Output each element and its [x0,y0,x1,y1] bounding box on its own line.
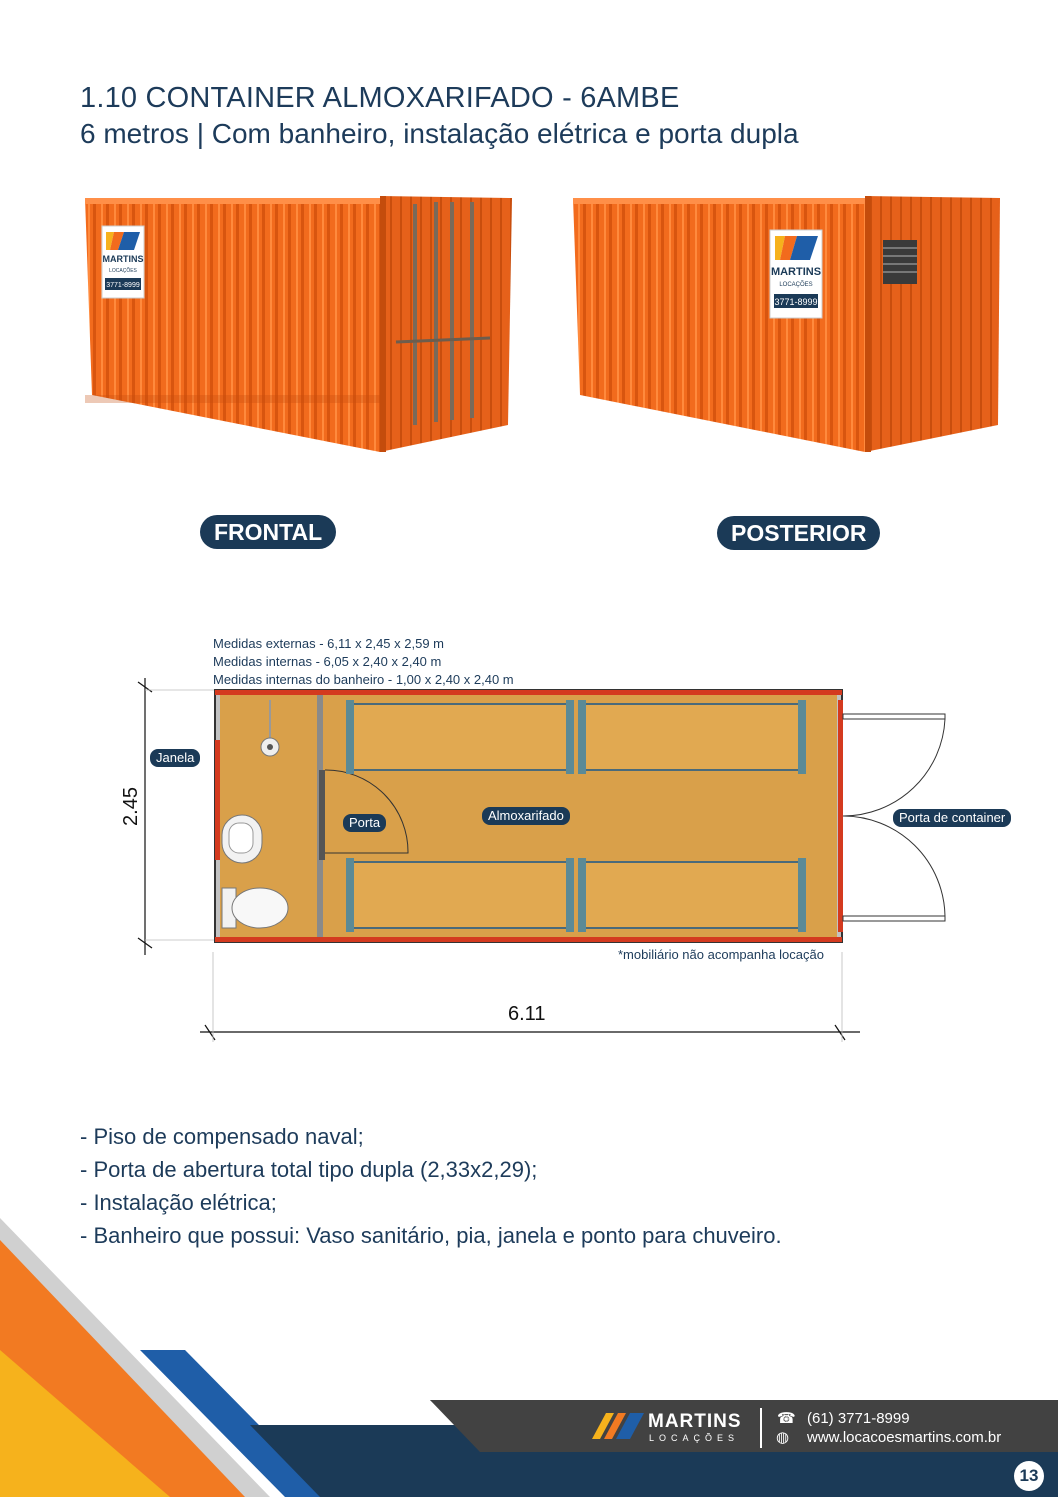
svg-text:LOCAÇÕES: LOCAÇÕES [779,282,813,288]
globe-icon: ◍ [776,1429,790,1446]
feature-item: - Banheiro que possui: Vaso sanitário, pia, janela e ponto para chuveiro. [80,1223,782,1248]
page-title: 1.10 CONTAINER ALMOXARIFADO - 6AMBE [80,82,680,114]
footer-brand-sub: LOCAÇÕES [649,1433,740,1443]
label-door: Porta [343,814,386,832]
footer-decoration [0,1210,1058,1497]
phone-icon: ☎ [777,1410,796,1427]
footer-phone: (61) 3771-8999 [807,1410,910,1427]
svg-text:MARTINS: MARTINS [102,254,144,264]
label-storage: Almoxarifado [482,807,570,825]
feature-item: - Piso de compensado naval; [80,1124,364,1149]
page-number: 13 [1014,1461,1044,1491]
footer-brand: MARTINS [648,1411,742,1432]
brand-logo-icon [592,1411,644,1441]
svg-text:3771-8999: 3771-8999 [774,297,818,307]
label-container-door: Porta de container [893,809,1011,827]
back-view-label: POSTERIOR [717,516,880,550]
svg-text:MARTINS: MARTINS [770,266,822,278]
svg-text:3771-8999: 3771-8999 [106,282,140,289]
feature-item: - Porta de abertura total tipo dupla (2,33x2,29); [80,1157,538,1182]
container-front-image [80,190,520,460]
measure-external: Medidas externas - 6,11 x 2,45 x 2,59 m [213,636,444,651]
footer-website[interactable]: www.locacoesmartins.com.br [807,1429,1002,1446]
floor-plan [130,670,960,1060]
container-back-image [570,190,1010,460]
svg-text:LOCAÇÕES: LOCAÇÕES [109,268,137,274]
width-dimension: 6.11 [508,1003,546,1025]
height-dimension: 2.45 [119,787,142,826]
measure-bathroom: Medidas internas do banheiro - 1,00 x 2,40 x 2,40 m [213,672,514,687]
front-view-label: FRONTAL [200,515,336,549]
label-window: Janela [150,749,200,767]
furniture-note: *mobiliário não acompanha locação [618,947,824,962]
page-subtitle: 6 metros | Com banheiro, instalação elétrica e porta dupla [80,118,799,149]
footer-divider [760,1408,762,1448]
measure-internal: Medidas internas - 6,05 x 2,40 x 2,40 m [213,654,442,669]
feature-item: - Instalação elétrica; [80,1190,277,1215]
